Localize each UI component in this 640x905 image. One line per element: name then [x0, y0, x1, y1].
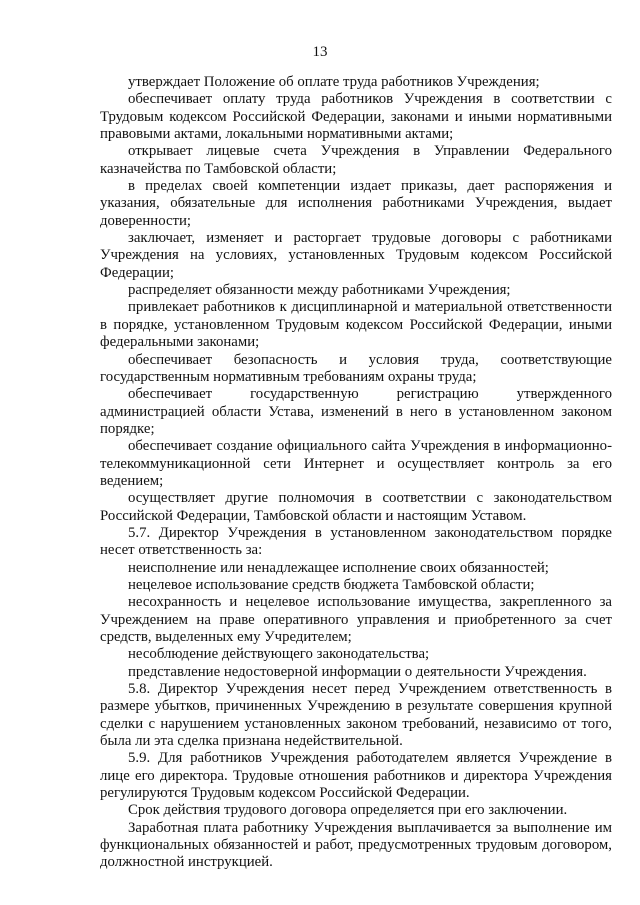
paragraph: утверждает Положение об оплате труда работников Учреждения;: [128, 74, 540, 90]
paragraph: представление недостоверной информации о деятельности Учреждения.: [128, 663, 587, 680]
paragraph: обеспечивает оплату труда работников Учреждения в соответствии с Трудовым кодексом Российской Федерации, законами и иными нормативными правовыми актами, локальными нормативными актами;: [100, 91, 612, 143]
paragraph: Срок действия трудового договора определяется при его заключении.: [128, 802, 568, 819]
paragraph: привлекает работников к дисциплинарной и материальной ответственности в порядке, установленном Трудовым кодексом Российской Федерации, иными федеральными законами;: [100, 299, 612, 351]
paragraph: заключает, изменяет и расторгает трудовые договоры с работниками Учреждения на условиях, установленных Трудовым кодексом Российской Федерации;: [100, 230, 612, 281]
paragraph: нецелевое использование средств бюджета Тамбовской области;: [128, 576, 535, 593]
paragraph: в пределах своей компетенции издает приказы, дает распоряжения и указания, обязательные для исполнения работниками Учреждения, выдает доверенности;: [100, 178, 612, 229]
paragraph: распределяет обязанности между работниками Учреждения;: [128, 282, 511, 299]
paragraph: обеспечивает государственную регистрацию утвержденного администрацией области Устава, изменений в него в установленном законом порядке;: [100, 386, 612, 437]
document-body: [100, 74, 612, 872]
paragraph: несохранность и нецелевое использование имущества, закрепленного за Учреждением на праве оперативного управления и приобретенного за счет средств, выделенных ему Учредителем;: [100, 594, 612, 645]
section-5-8: 5.8. Директор Учреждения несет перед Учреждением ответственность в размере убытков, причиненных Учреждению в результате совершения крупной сделки с нарушением установленных законом требований, независимо от того, была ли эта сделка признана недействительной.: [100, 681, 612, 750]
paragraph: неисполнение или ненадлежащее исполнение своих обязанностей;: [128, 559, 549, 576]
paragraph: открывает лицевые счета Учреждения в Управлении Федерального казначейства по Тамбовской области;: [100, 143, 612, 177]
paragraph: обеспечивает создание официального сайта Учреждения в информационно-телекоммуникационной сети Интернет и осуществляет контроль за его ведением;: [100, 438, 612, 489]
section-5-7: 5.7. Директор Учреждения в установленном законодательством порядке несет ответственность за:: [100, 524, 612, 559]
paragraph: несоблюдение действующего законодательства;: [128, 646, 430, 663]
paragraph: Заработная плата работнику Учреждения выплачивается за выполнение им функциональных обязанностей и работ, предусмотренных трудовым договором, должностной инструкцией.: [100, 819, 612, 871]
section-5-9: 5.9. Для работников Учреждения работодателем является Учреждение в лице его директора. Трудовые отношения работников и директора Учреждения регулируются Трудовым кодексом Российской Федерации.: [100, 750, 612, 802]
paragraph: осуществляет другие полномочия в соответствии с законодательством Российской Федерации, Тамбовской области и настоящим Уставом.: [100, 490, 612, 524]
paragraph: обеспечивает безопасность и условия труда, соответствующие государственным нормативным требованиям охраны труда;: [100, 351, 612, 385]
page-number: 13: [312, 44, 328, 60]
